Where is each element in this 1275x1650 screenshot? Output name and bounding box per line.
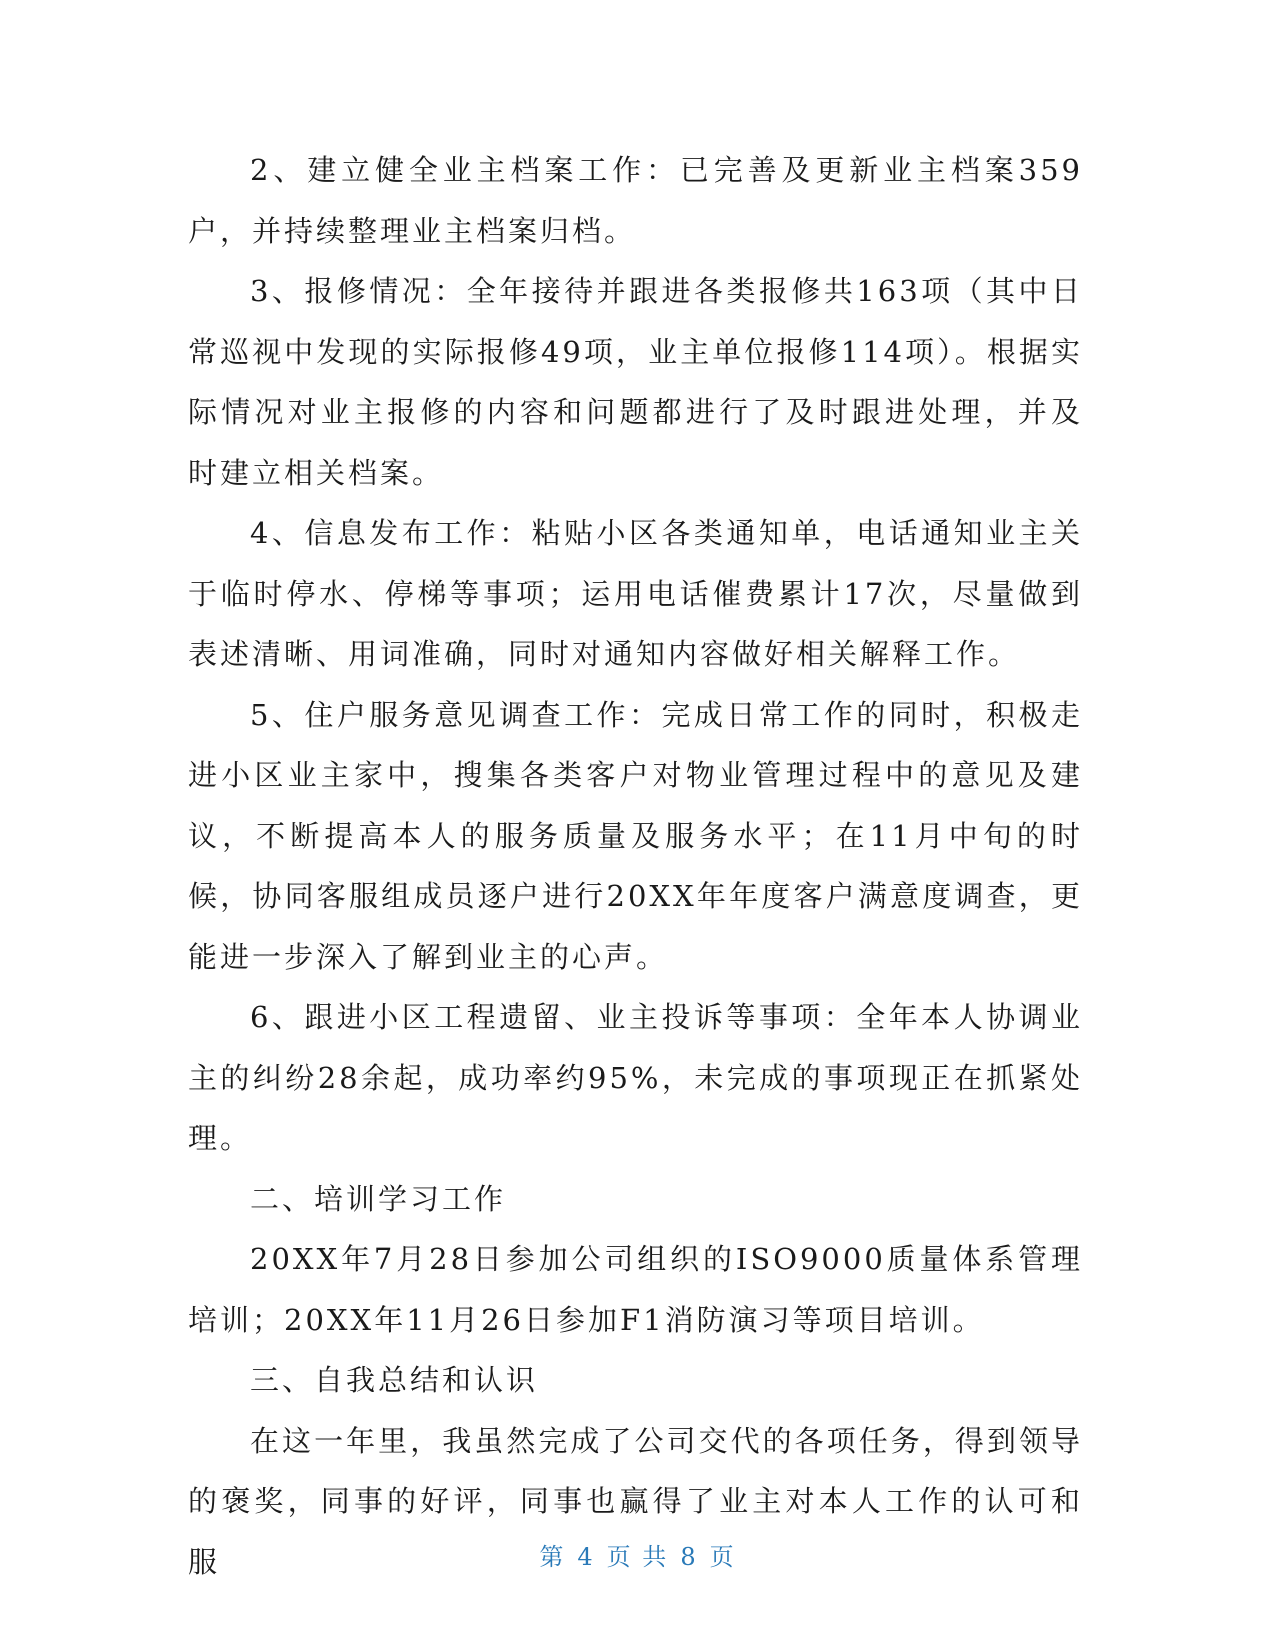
paragraph-repair-status: 3、报修情况：全年接待并跟进各类报修共163项（其中日常巡视中发现的实际报修49项，业主单位报修114项）。根据实际情况对业主报修的内容和问题都进行了及时跟进处理，并及时建立相关档案。: [188, 274, 1083, 490]
footer-current-page: 4: [577, 1543, 595, 1571]
section-heading-training: 二、培训学习工作: [250, 1181, 507, 1216]
footer-suffix: 页: [709, 1543, 736, 1571]
footer-total-pages: 8: [680, 1543, 698, 1571]
document-body: [188, 140, 1083, 1592]
paragraph-owner-archives: 2、建立健全业主档案工作：已完善及更新业主档案359户，并持续整理业主档案归档。: [188, 153, 1083, 248]
paragraph-follow-up: 6、跟进小区工程遗留、业主投诉等事项：全年本人协调业主的纠纷28余起，成功率约95%，未完成的事项现正在抓紧处理。: [188, 1000, 1083, 1155]
paragraph-self-summary: 在这一年里，我虽然完成了公司交代的各项任务，得到领导的褒奖，同事的好评，同事也赢得了业主对本人工作的认可和服: [188, 1423, 1083, 1579]
footer-prefix: 第: [539, 1543, 566, 1571]
footer-mid: 页 共: [606, 1543, 669, 1571]
paragraph-training: 20XX年7月28日参加公司组织的ISO9000质量体系管理培训；20XX年11月26日参加F1消防演习等项目培训。: [188, 1242, 1083, 1337]
paragraph-info-release: 4、信息发布工作：粘贴小区各类通知单，电话通知业主关于临时停水、停梯等事项；运用电话催费累计17次，尽量做到表述清晰、用词准确，同时对通知内容做好相关解释工作。: [188, 516, 1083, 671]
section-heading-self-summary: 三、自我总结和认识: [250, 1363, 539, 1397]
page-number-footer: [0, 1537, 1275, 1572]
paragraph-survey-work: 5、住户服务意见调查工作：完成日常工作的同时，积极走进小区业主家中，搜集各类客户对物业管理过程中的意见及建议，不断提高本人的服务质量及服务水平；在11月中旬的时候，协同客服组成员逐户进行20XX年年度客户满意度调查，更能进一步深入了解到业主的心声。: [188, 697, 1083, 974]
